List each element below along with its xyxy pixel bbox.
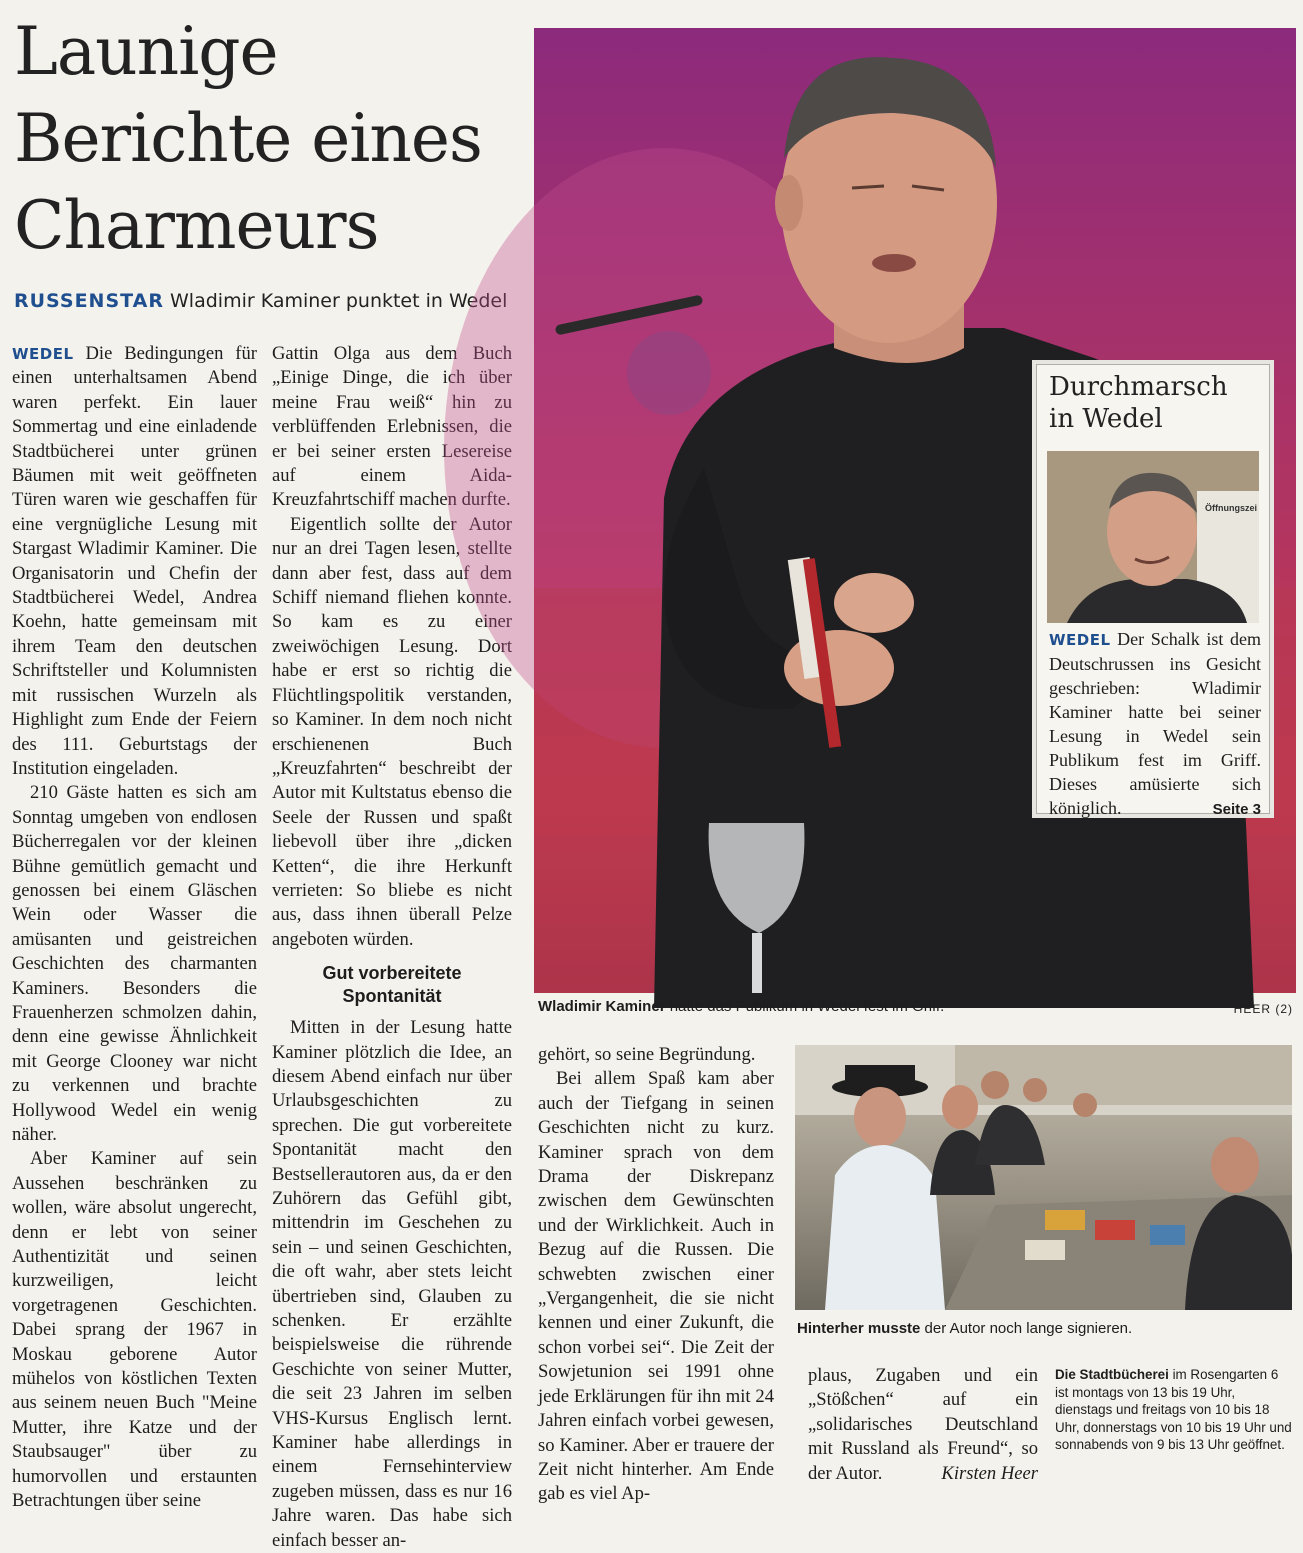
- teaser-sign-label: Öffnungszei: [1205, 503, 1257, 513]
- headline-line-1: Launige: [14, 13, 278, 90]
- teaser-body: Der Schalk ist dem Deutschrussen ins Gesicht geschrieben: Wladimir Kaminer hatte bei seiner Lesung in Wedel sein Publikum fest im Griff. Dieses amüsierte sich königlich.: [1049, 629, 1261, 818]
- paragraph-text: Die Bedingungen für einen unterhaltsamen Abend waren perfekt. Ein lauer Sommertag und eine einladende Stadtbücherei unter grünen Bäumen mit weit geöffneten Türen waren wie geschaffen für eine vergnügliche Lesung mit Stargast Wladimir Kaminer. Die Organisatorin und Chefin der Stadtbücherei Wedel, Andrea Koehn, hatte gemeinsam mit ihrem Team den deutschen Schriftsteller und Kolumnisten mit russischen Wurzeln als Highlight zum Ende der Feiern des 111. Geburtstags der Institution eingeladen.: [12, 343, 257, 779]
- article-column-3: [538, 1043, 774, 1507]
- caption-text: der Autor noch lange signieren.: [920, 1320, 1133, 1337]
- teaser-photo: [1047, 451, 1259, 623]
- headline-line-2: Berichte eines: [14, 100, 482, 177]
- dateline: WEDEL: [12, 345, 74, 363]
- caption-bold: Hinterher musste: [797, 1320, 921, 1337]
- page-reference[interactable]: Seite 3: [1212, 801, 1261, 818]
- info-bold: Die Stadtbücherei: [1055, 1367, 1169, 1382]
- main-photo-caption: [538, 997, 1293, 1017]
- teaser-box: [1036, 364, 1270, 818]
- paragraph: Aber Kaminer auf sein Aussehen beschränken zu wollen, wäre absolut ungerecht, denn er lebt von seiner Authentizität und seinen kurzweiligen, leicht vorgetragenen Geschichten. Dabei sprang der 1967 in Moskau geborene Autor mühelos von köstlichen Texten aus seinem neuen Buch "Meine Mutter, ihre Katze und der Staubsauger" über zu humorvollen und erstaunten Betrachtungen über seine: [12, 1148, 257, 1512]
- headline: [14, 8, 524, 269]
- teaser-text: [1049, 627, 1261, 822]
- subheading: Gut vorbereitete Spontanität: [322, 963, 462, 1007]
- caption-name: Wladimir Kaminer: [538, 998, 666, 1015]
- paragraph: gehört, so seine Begründung.: [538, 1044, 756, 1065]
- paragraph-text: plaus, Zugaben und ein „Stößchen“ auf ein „solidarisches Deutschland mit Russland als Freund“, so der Autor.: [808, 1365, 1038, 1484]
- signing-photo-caption: [797, 1319, 1292, 1339]
- photo-credit: HEER (2): [1233, 1002, 1293, 1016]
- article-column-1: [12, 342, 257, 1514]
- teaser-photo-illustration: [1047, 451, 1259, 623]
- paragraph: Eigentlich sollte der Autor nur an drei Tagen lesen, stellte dann aber fest, dass auf dem Schiff niemand fliehen konnte. So kam es zu einer zweiwöchigen Lesung. Dort habe er erst so richtig die Flüchtlingspolitik verstanden, so Kaminer. In dem noch nicht erschienenen Buch „Kreuzfahrten“ beschreibt der Autor mit Kultstatus ebenso die Seele der Russen und spaßt liebevoll über ihre „dicken Ketten“, die ihre Herkunft verrieten: So bliebe es nicht aus, dass ihnen überall Pelze angeboten würden.: [272, 513, 512, 950]
- teaser-dateline: WEDEL: [1049, 631, 1111, 649]
- teaser-title: Durchmarsch in Wedel: [1049, 372, 1228, 434]
- deck: Wladimir Kaminer punktet in Wedel: [170, 290, 508, 312]
- paragraph: [12, 342, 257, 781]
- author-byline: Kirsten Heer: [941, 1462, 1038, 1484]
- signing-photo: [795, 1045, 1292, 1310]
- library-hours-info: [1055, 1366, 1295, 1454]
- paragraph: Mitten in der Lesung hatte Kaminer plötzlich die Idee, an diesem Abend einfach nur über Urlaubsgeschichten zu sprechen. Die gut vorbereitete Spontanität macht den Bestsellerautoren aus, da er den Zuhörern das Gefühl gibt, mittendrin im Geschehen zu sein – und seinen Geschichten, die oft wahr, aber stets leicht übertrieben sind, Glauben zu schenken. Er erzählte beispielsweise die rührende Geschichte von seiner Mutter, die seit 23 Jahren im selben VHS-Kursus Englisch lernt. Kaminer habe allerdings in einem Fernsehinterview zugeben müssen, dass es nur 16 Jahre waren. Das habe sich einfach besser an-: [272, 1017, 512, 1551]
- kicker: RUSSENSTAR: [14, 290, 164, 312]
- subline: [14, 290, 524, 312]
- article-column-4: [808, 1364, 1038, 1486]
- caption-text: hatte das Publikum in Wedel fest im Griff.: [665, 998, 945, 1015]
- paragraph: 210 Gäste hatten es sich am Sonntag umgeben von endlosen Bücherregalen vor der kleinen Bühne gemütlich gemacht und genossen bei einem Gläschen Wein oder Wasser die amüsanten und geistreichen Geschichten des charmanten Kaminers. Besonders die Frauenherzen schmolzen dahin, denn eine gewisse Ähnlichkeit mit George Clooney war nicht zu verkennen und brachte Hollywood Wedel ein wenig näher.: [12, 782, 257, 1145]
- paragraph: Bei allem Spaß kam aber auch der Tiefgang in seinen Geschichten nicht zu kurz. Kaminer sprach von dem Drama der Diskrepanz zwischen dem Gewünschten und der Wirklichkeit. Auch in Bezug auf die Russen. Die schwebten zwischen einer „Vergangenheit, die sie nicht kennen und einer Zukunft, die schon vorbei sei“. Die Zeit der Sowjetunion sei 1991 ohne jede Erklärungen für ihn mit 24 Jahren einfach vorbei gewesen, so Kaminer. Aber er trauere der Zeit nicht hinterher. Am Ende gab es viel Ap-: [538, 1068, 774, 1505]
- info-text: im Rosengarten 6 ist montags von 13 bis 19 Uhr, dienstags und freitags von 10 bis 18 Uhr, donnerstags von 10 bis 19 Uhr und sonnabends von 9 bis 13 Uhr geöffnet.: [1055, 1367, 1292, 1452]
- signing-photo-illustration: [795, 1045, 1292, 1310]
- paragraph: [808, 1364, 1038, 1486]
- headline-line-3: Charmeurs: [14, 187, 379, 264]
- paragraph: Gattin Olga aus dem Buch „Einige Dinge, die ich über meine Frau weiß“ hin zu verblüffenden Erlebnissen, die er bei seiner ersten Lesereise auf einem Aida-Kreuzfahrtschiff machen durfte.: [272, 343, 512, 511]
